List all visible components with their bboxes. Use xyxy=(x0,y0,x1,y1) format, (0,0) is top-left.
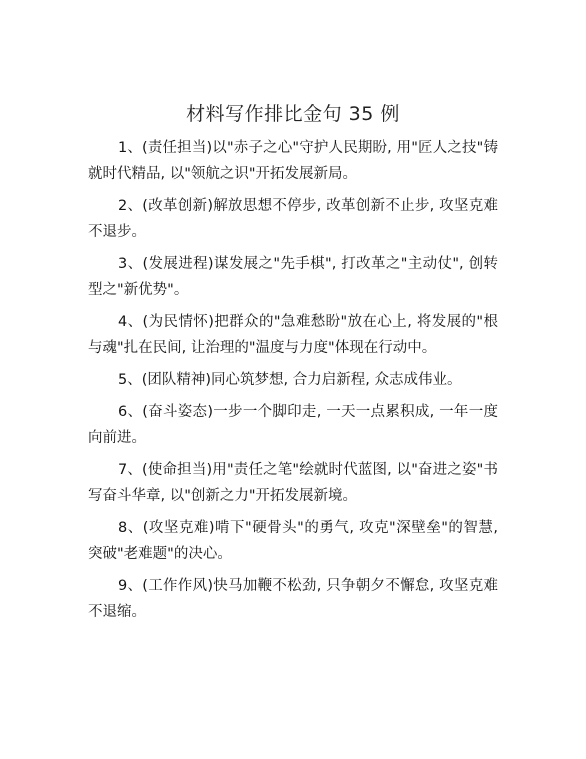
page-title: 材料写作排比金句 35 例 xyxy=(186,103,400,125)
list-item: 1、(责任担当)以"赤子之心"守护人民期盼, 用"匠人之技"铸就时代精品, 以"领航之识"开拓发展新局。 xyxy=(88,140,498,182)
list-item: 9、(工作作风)快马加鞭不松劲, 只争朝夕不懈怠, 攻坚克难不退缩。 xyxy=(88,578,498,620)
list-item: 2、(改革创新)解放思想不停步, 改革创新不止步, 攻坚克难不退步。 xyxy=(88,198,498,240)
list-item: 5、(团队精神)同心筑梦想, 合力启新程, 众志成伟业。 xyxy=(118,372,462,388)
list-item: 4、(为民情怀)把群众的"急难愁盼"放在心上, 将发展的"根与魂"扎在民间, 让治理的"温度与力度"体现在行动中。 xyxy=(88,314,498,356)
list-item: 8、(攻坚克难)啃下"硬骨头"的勇气, 攻克"深壁垒"的智慧, 突破"老难题"的决心。 xyxy=(88,520,498,562)
list-item: 3、(发展进程)谋发展之"先手棋", 打改革之"主动仗", 创转型之"新优势"。 xyxy=(88,256,498,298)
list-item: 6、(奋斗姿态)一步一个脚印走, 一天一点累积成, 一年一度向前进。 xyxy=(88,404,498,446)
item-list xyxy=(88,135,498,631)
list-item: 7、(使命担当)用"责任之笔"绘就时代蓝图, 以"奋进之姿"书写奋斗华章, 以"创新之力"开拓发展新境。 xyxy=(88,462,498,504)
